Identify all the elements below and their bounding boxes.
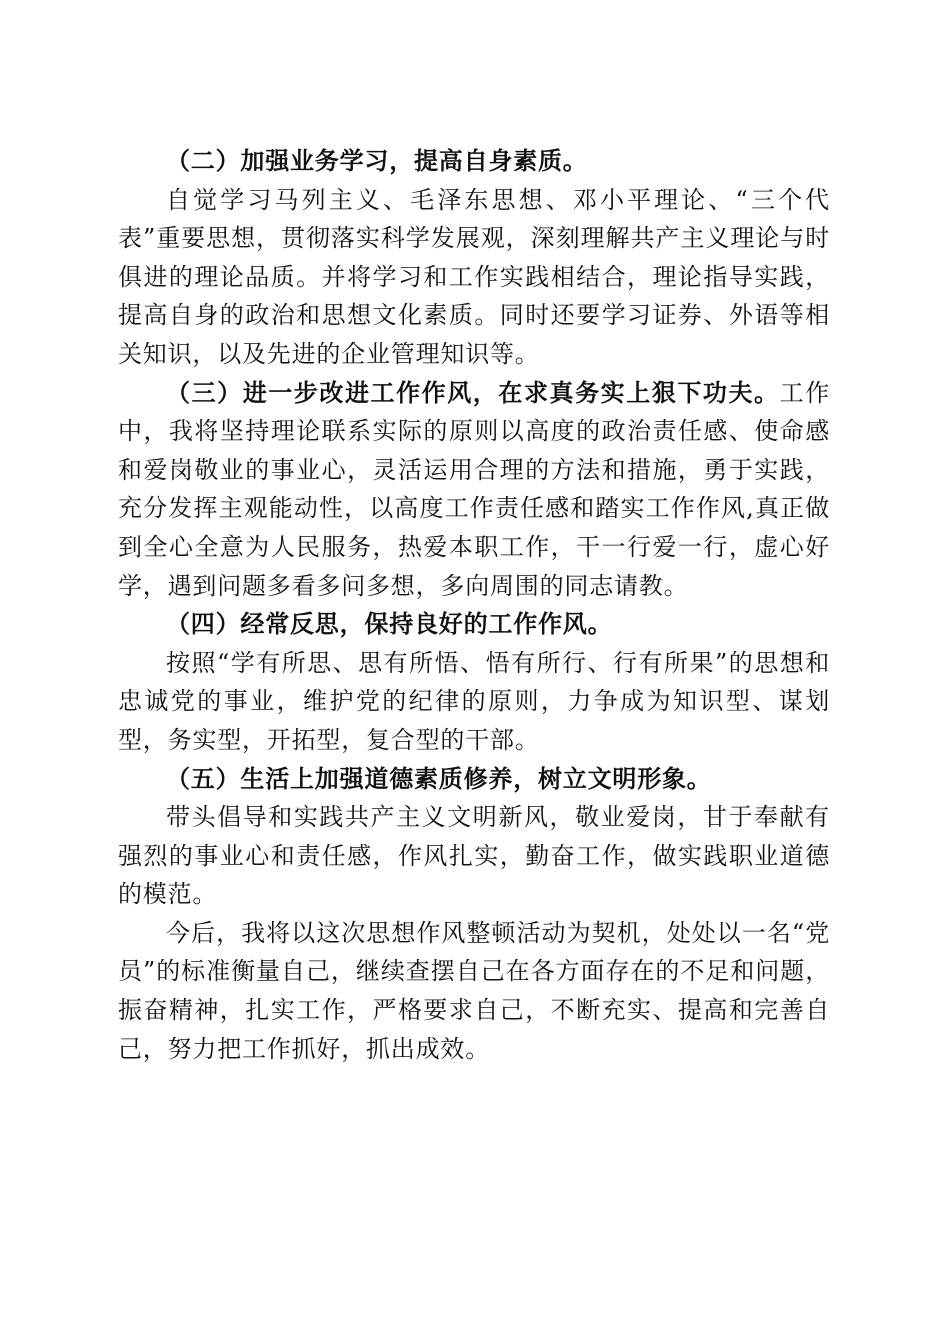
section-2-heading: （二）加强业务学习，提高自身素质。 (166, 146, 588, 175)
section-2-body: 自觉学习马列主义、毛泽东思想、邓小平理论、“三个代表”重要思想，贯彻落实科学发展观，深刻理解共产主义理论与时俱进的理论品质。并将学习和工作实践相结合，理论指导实践，提高自身的政治和思想文化素质。同时还要学习证券、外语等相关知识，以及先进的企业管理知识等。 (118, 185, 830, 368)
section-3-heading: （三）进一步改进工作作风，在求真务实上狠下功夫。 (166, 377, 780, 407)
conclusion-paragraph: 今后，我将以这次思想作风整顿活动为契机，处处以一名“党员”的标准衡量自己，继续查摆自己在各方面存在的不足和问题，振奋精神，扎实工作，严格要求自己，不断充实、提高和完善自己，努力把工作抓好，抓出成效。 (118, 918, 830, 1063)
section-4-heading: （四）经常反思，保持良好的工作作风。 (166, 609, 613, 639)
section-3-body: 工作中，我将坚持理论联系实际的原则以高度的政治责任感、使命感和爱岗敬业的事业心，灵活运用合理的方法和措施，勇于实践，充分发挥主观能动性，以高度工作责任感和踏实工作作风,真正做到全心全意为人民服务，热爱本职工作，干一行爱一行，虚心好学，遇到问题多看多问多想，多向周围的同志请教。 (118, 378, 830, 600)
section-4-body: 按照“学有所思、思有所悟、悟有所行、行有所果”的思想和忠诚党的事业，维护党的纪律的原则，力争成为知识型、谋划型，务实型，开拓型，复合型的干部。 (118, 648, 830, 754)
section-5-heading: （五）生活上加强道德素质修养，树立文明形象。 (166, 763, 712, 793)
section-3-paragraph (118, 374, 830, 606)
document-page (118, 142, 830, 1068)
section-5-body: 带头倡导和实践共产主义文明新风，敬业爱岗，甘于奉献有强烈的事业心和责任感，作风扎实，勤奋工作，做实践职业道德的模范。 (118, 803, 830, 909)
